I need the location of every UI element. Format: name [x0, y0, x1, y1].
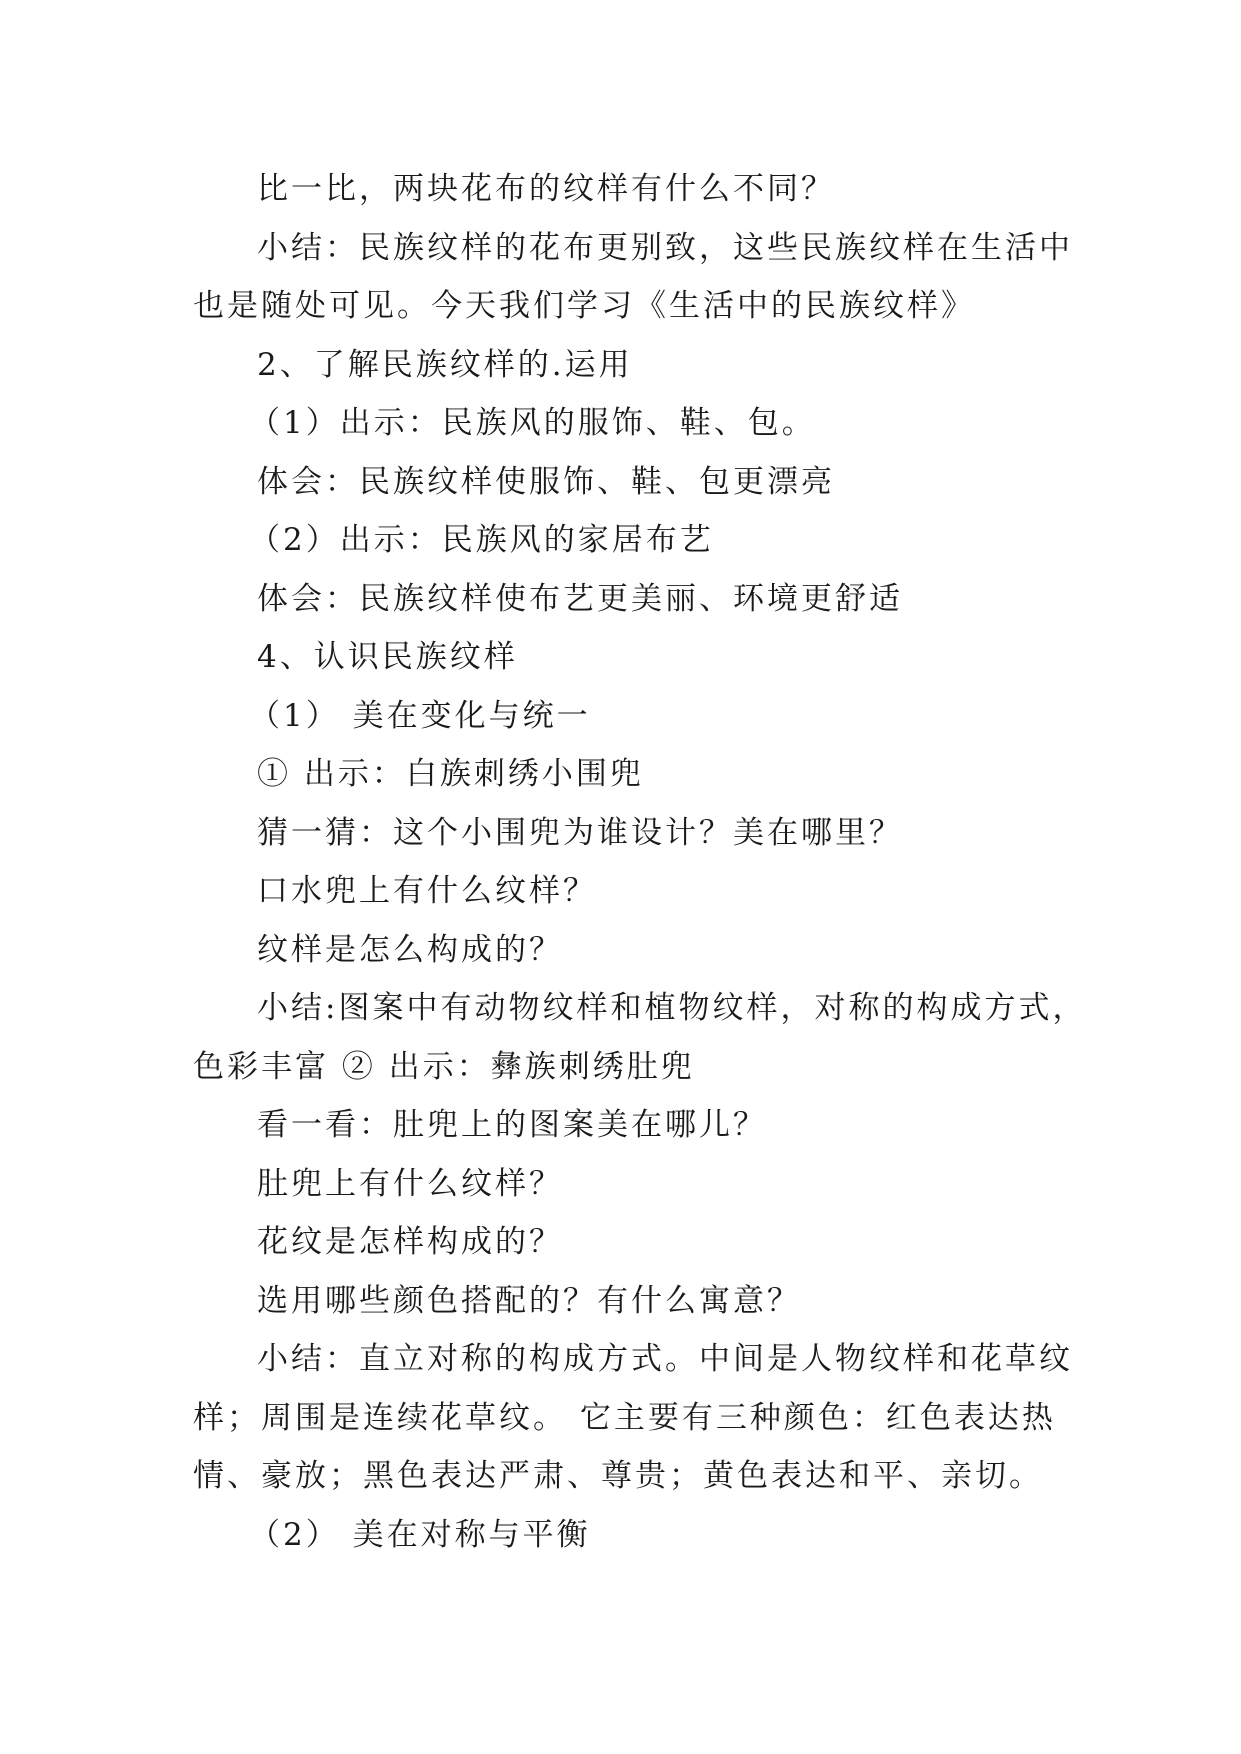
paragraph-line: （2）出示：民族风的家居布艺 — [249, 522, 714, 558]
paragraph-line: 看一看：肚兜上的图案美在哪儿？ — [257, 1107, 767, 1143]
paragraph-line: 比一比，两块花布的纹样有什么不同？ — [257, 171, 835, 207]
paragraph-line: 样；周围是连续花草纹。 它主要有三种颜色：红色表达热 — [193, 1399, 1056, 1436]
paragraph-line: 小结:图案中有动物纹样和植物纹样，对称的构成方式， — [257, 990, 1087, 1026]
paragraph-line: 情、豪放；黑色表达严肃、尊贵；黄色表达和平、亲切。 — [193, 1458, 1043, 1494]
paragraph-line: 猜一猜：这个小围兜为谁设计？美在哪里？ — [257, 814, 903, 851]
paragraph-line: ① 出示：白族刺绣小围兜 — [257, 756, 644, 792]
paragraph-line: 纹样是怎么构成的？ — [257, 931, 563, 968]
document-body — [193, 160, 1087, 1564]
paragraph-line: 花纹是怎样构成的？ — [257, 1224, 563, 1260]
paragraph-line: （1）出示：民族风的服饰、鞋、包。 — [249, 405, 816, 441]
section-heading: 2、了解民族纹样的.运用 — [257, 346, 633, 383]
paragraph-line: 肚兜上有什么纹样？ — [257, 1165, 563, 1202]
subsection-heading: （2） 美在对称与平衡 — [249, 1516, 591, 1553]
paragraph-line: 小结：直立对称的构成方式。中间是人物纹样和花草纹 — [257, 1341, 1073, 1377]
subsection-heading: （1） 美在变化与统一 — [249, 697, 591, 734]
section-heading: 4、认识民族纹样 — [257, 639, 518, 675]
paragraph-line: 体会：民族纹样使布艺更美丽、环境更舒适 — [257, 580, 903, 617]
paragraph-line: 体会：民族纹样使服饰、鞋、包更漂亮 — [257, 463, 835, 500]
paragraph-line: 色彩丰富 ② 出示：彝族刺绣肚兜 — [193, 1048, 695, 1085]
paragraph-line: 选用哪些颜色搭配的？有什么寓意？ — [257, 1282, 801, 1319]
paragraph-line: 也是随处可见。今天我们学习《生活中的民族纹样》 — [193, 288, 975, 324]
paragraph-line: 小结：民族纹样的花布更别致，这些民族纹样在生活中 — [257, 229, 1073, 266]
paragraph-line: 口水兜上有什么纹样？ — [257, 873, 597, 909]
